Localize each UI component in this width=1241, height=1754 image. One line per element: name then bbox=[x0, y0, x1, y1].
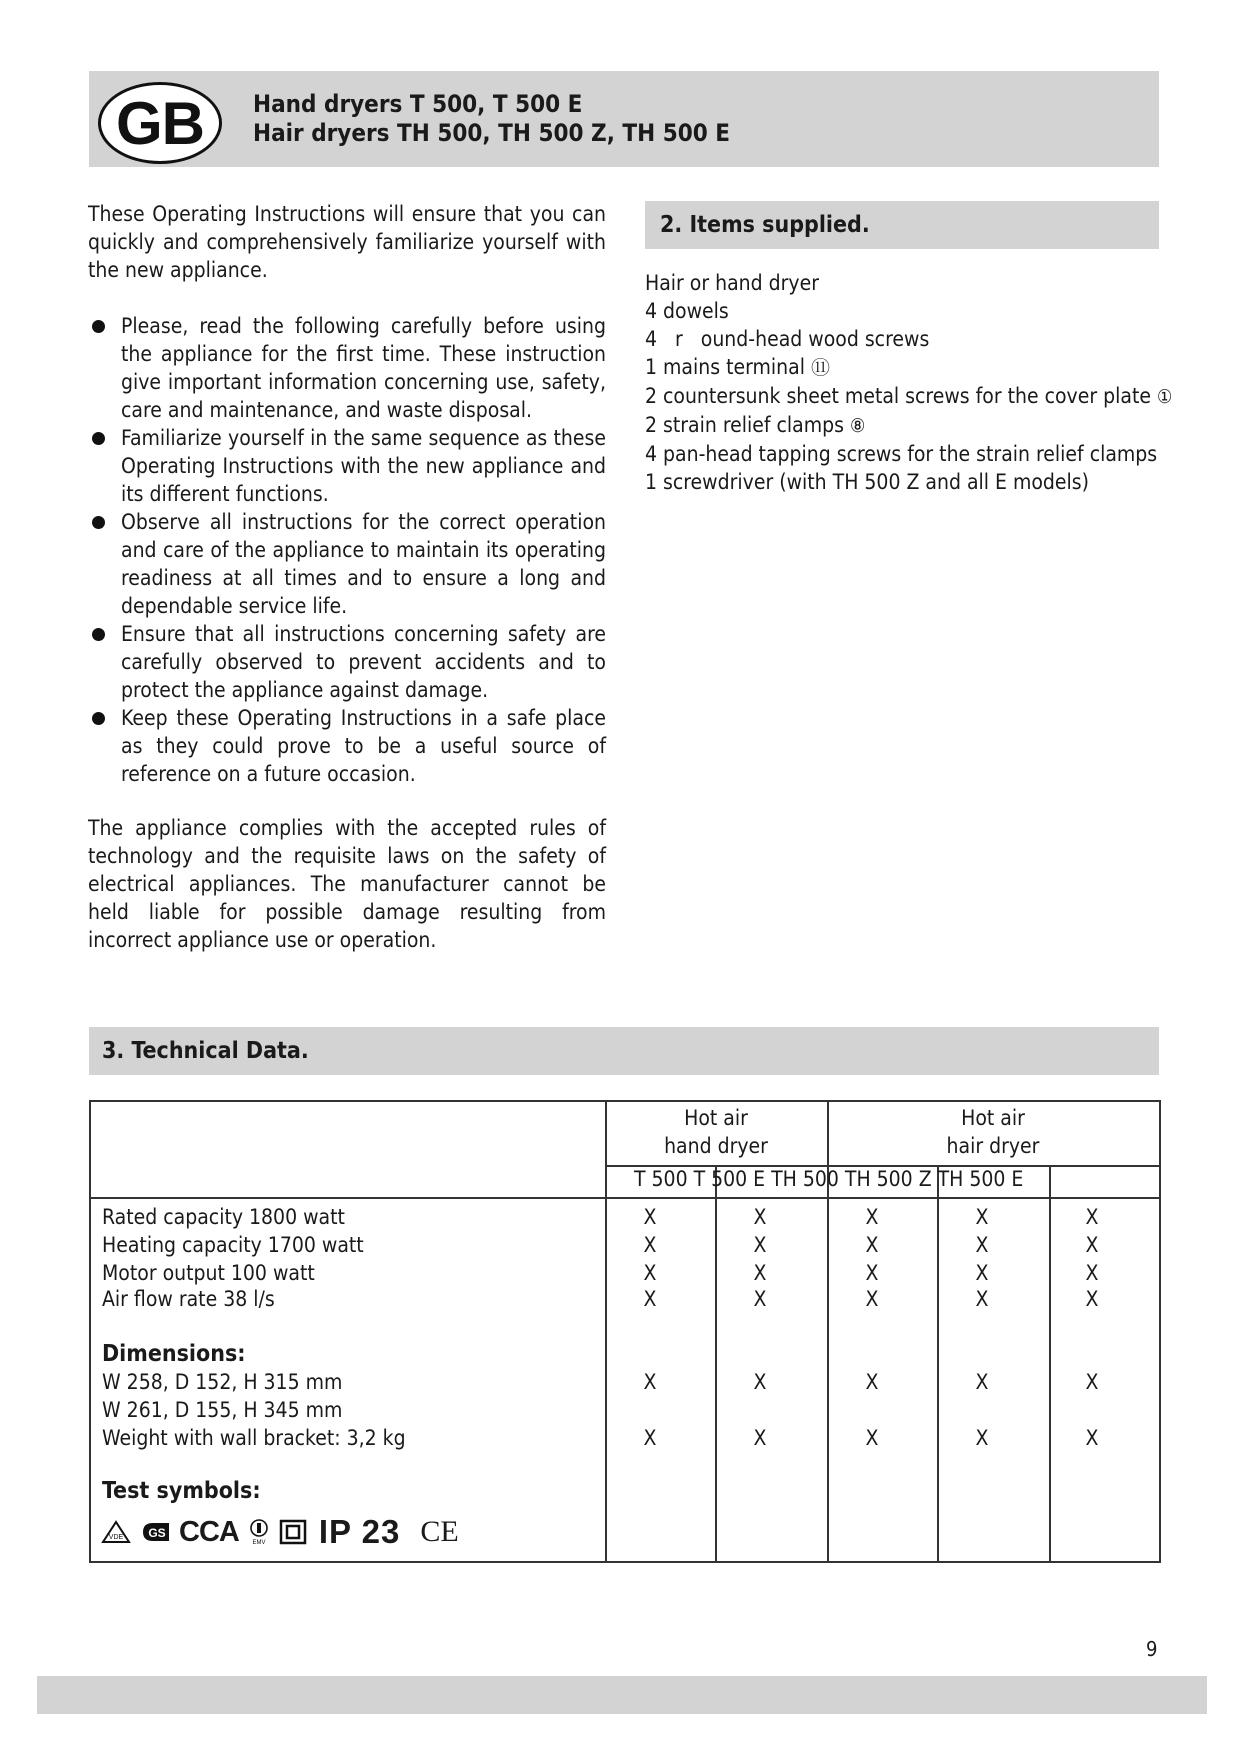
dimension-row-0-mark-th-500-e: X bbox=[1085, 1370, 1099, 1394]
list-item: Please, read the following carefully before using the appliance for the first time. These instruction give important information concerning use, safety, care and maintenance, and waste disposal. bbox=[88, 312, 606, 424]
bullet-dot-icon bbox=[92, 516, 105, 529]
vde-mark-icon bbox=[101, 1520, 131, 1544]
table-divider bbox=[937, 1165, 939, 1561]
list-item: 2 countersunk sheet metal screws for the cover plate ① bbox=[645, 384, 1173, 408]
intro-lead: These Operating Instructions will ensure that you can quickly and comprehensively familiarize yourself with the new appliance. bbox=[88, 202, 606, 282]
part-ref-1: ① bbox=[1156, 386, 1173, 408]
svg-text:EMV: EMV bbox=[252, 1540, 266, 1546]
ce-mark: CE bbox=[420, 1515, 459, 1548]
intro-section bbox=[88, 200, 606, 954]
part-ref-11: ⑪ bbox=[810, 357, 830, 379]
spec-row-0-mark-th-500: X bbox=[865, 1205, 879, 1229]
intro-closing: The appliance complies with the accepted rules of technology and the requisite laws on the safety of electrical appliances. The manufacturer cannot be held liable for possible damage resulting from incorrect appliance use or operation. bbox=[88, 816, 606, 952]
dimension-row-2-mark-t-500: X bbox=[643, 1426, 657, 1450]
svg-text:VDE: VDE bbox=[108, 1534, 124, 1541]
spec-row-3-mark-t-500-e: X bbox=[753, 1287, 767, 1311]
dimension-row-0-mark-t-500-e: X bbox=[753, 1370, 767, 1394]
spec-row-1-mark-th-500-e: X bbox=[1085, 1233, 1099, 1257]
technical-data-title: 3. Technical Data. bbox=[102, 1038, 309, 1064]
test-symbols-heading: Test symbols: bbox=[102, 1478, 261, 1504]
emv-mark-icon bbox=[247, 1518, 271, 1546]
table-divider bbox=[1049, 1165, 1051, 1197]
gs-mark-icon bbox=[139, 1520, 171, 1544]
spec-row-3-mark-th-500-e: X bbox=[1085, 1287, 1099, 1311]
spec-row-3-mark-t-500: X bbox=[643, 1287, 657, 1311]
page-number: 9 bbox=[1146, 1637, 1158, 1661]
table-divider bbox=[1049, 1197, 1051, 1561]
spec-row-2-mark-t-500: X bbox=[643, 1261, 657, 1285]
dimension-row-2-mark-th-500-z: X bbox=[975, 1426, 989, 1450]
spec-row-1-mark-th-500: X bbox=[865, 1233, 879, 1257]
dimension-row-0-mark-th-500-z: X bbox=[975, 1370, 989, 1394]
double-insulation-icon bbox=[279, 1519, 307, 1545]
row-label-heating-capacity: Heating capacity 1700 watt bbox=[102, 1233, 364, 1257]
table-divider bbox=[605, 1100, 607, 1561]
part-ref-8: ⑧ bbox=[850, 415, 866, 437]
bullet-dot-icon bbox=[92, 320, 105, 333]
list-item: Ensure that all instructions concerning safety are carefully observed to prevent accidents and to protect the appliance against damage. bbox=[88, 620, 606, 704]
bullet-dot-icon bbox=[92, 712, 105, 725]
row-label-dimensions-1: W 258, D 152, H 315 mm bbox=[102, 1370, 343, 1394]
table-rule bbox=[89, 1197, 1159, 1199]
items-supplied-title: 2. Items supplied. bbox=[660, 212, 870, 238]
dimension-row-0-mark-t-500: X bbox=[643, 1370, 657, 1394]
dimensions-heading: Dimensions: bbox=[102, 1341, 246, 1367]
list-item: 1 screwdriver (with TH 500 Z and all E models) bbox=[645, 470, 1090, 494]
list-item: 4 pan-head tapping screws for the strain relief clamps bbox=[645, 442, 1158, 466]
document-title bbox=[253, 90, 730, 148]
bullet-dot-icon bbox=[92, 628, 105, 641]
table-divider bbox=[715, 1165, 717, 1561]
ip-rating: IP 23 bbox=[318, 1513, 401, 1550]
spec-row-0-mark-th-500-z: X bbox=[975, 1205, 989, 1229]
spec-row-3-mark-th-500-z: X bbox=[975, 1287, 989, 1311]
list-item: 4 dowels bbox=[645, 299, 729, 323]
cca-mark: CCA bbox=[179, 1515, 239, 1548]
list-item: 4 r ound-head wood screws bbox=[645, 327, 930, 351]
title-line-hair-dryers: Hair dryers TH 500, TH 500 Z, TH 500 E bbox=[253, 119, 731, 147]
list-item: 1 mains terminal ⑪ bbox=[645, 355, 830, 379]
row-label-weight: Weight with wall bracket: 3,2 kg bbox=[102, 1426, 406, 1450]
row-label-dimensions-2: W 261, D 155, H 345 mm bbox=[102, 1398, 343, 1422]
title-line-hand-dryers: Hand dryers T 500, T 500 E bbox=[253, 90, 583, 118]
spec-row-2-mark-th-500-e: X bbox=[1085, 1261, 1099, 1285]
spec-row-0-mark-th-500-e: X bbox=[1085, 1205, 1099, 1229]
list-item: 2 strain relief clamps ⑧ bbox=[645, 413, 866, 437]
row-label-motor-output: Motor output 100 watt bbox=[102, 1261, 315, 1285]
bullet-dot-icon bbox=[92, 432, 105, 445]
model-header-row: T 500 T 500 E TH 500 TH 500 Z TH 500 E bbox=[634, 1167, 1024, 1191]
row-label-air-flow: Air flow rate 38 l/s bbox=[102, 1287, 275, 1311]
svg-text:GS: GS bbox=[148, 1526, 166, 1540]
spec-row-1-mark-t-500-e: X bbox=[753, 1233, 767, 1257]
spec-row-0-mark-t-500: X bbox=[643, 1205, 657, 1229]
group-header-hand-dryer: Hot air hand dryer bbox=[664, 1106, 768, 1158]
list-item: Hair or hand dryer bbox=[645, 271, 819, 295]
list-item: Familiarize yourself in the same sequence as these Operating Instructions with the new appliance and its different functions. bbox=[88, 424, 606, 508]
items-supplied-list bbox=[645, 269, 1172, 496]
group-header-hair-dryer: Hot air hair dryer bbox=[946, 1106, 1040, 1158]
list-item: Keep these Operating Instructions in a safe place as they could prove to be a useful source of reference on a future occasion. bbox=[88, 704, 606, 788]
spec-row-2-mark-th-500-z: X bbox=[975, 1261, 989, 1285]
spec-row-1-mark-th-500-z: X bbox=[975, 1233, 989, 1257]
row-label-rated-capacity: Rated capacity 1800 watt bbox=[102, 1205, 345, 1229]
spec-row-2-mark-t-500-e: X bbox=[753, 1261, 767, 1285]
test-symbols bbox=[101, 1514, 459, 1550]
spec-row-0-mark-t-500-e: X bbox=[753, 1205, 767, 1229]
dimension-row-2-mark-th-500: X bbox=[865, 1426, 879, 1450]
intro-bullet-list bbox=[88, 312, 606, 788]
spec-row-3-mark-th-500: X bbox=[865, 1287, 879, 1311]
spec-row-2-mark-th-500: X bbox=[865, 1261, 879, 1285]
footer-band bbox=[37, 1676, 1207, 1714]
dimension-row-0-mark-th-500: X bbox=[865, 1370, 879, 1394]
country-badge: GB bbox=[98, 82, 222, 164]
technical-data-table bbox=[89, 1100, 1159, 1561]
dimension-row-2-mark-th-500-e: X bbox=[1085, 1426, 1099, 1450]
list-item: Observe all instructions for the correct operation and care of the appliance to maintain its operating readiness at all times and to ensure a long and dependable service life. bbox=[88, 508, 606, 620]
dimension-row-2-mark-t-500-e: X bbox=[753, 1426, 767, 1450]
spec-row-1-mark-t-500: X bbox=[643, 1233, 657, 1257]
